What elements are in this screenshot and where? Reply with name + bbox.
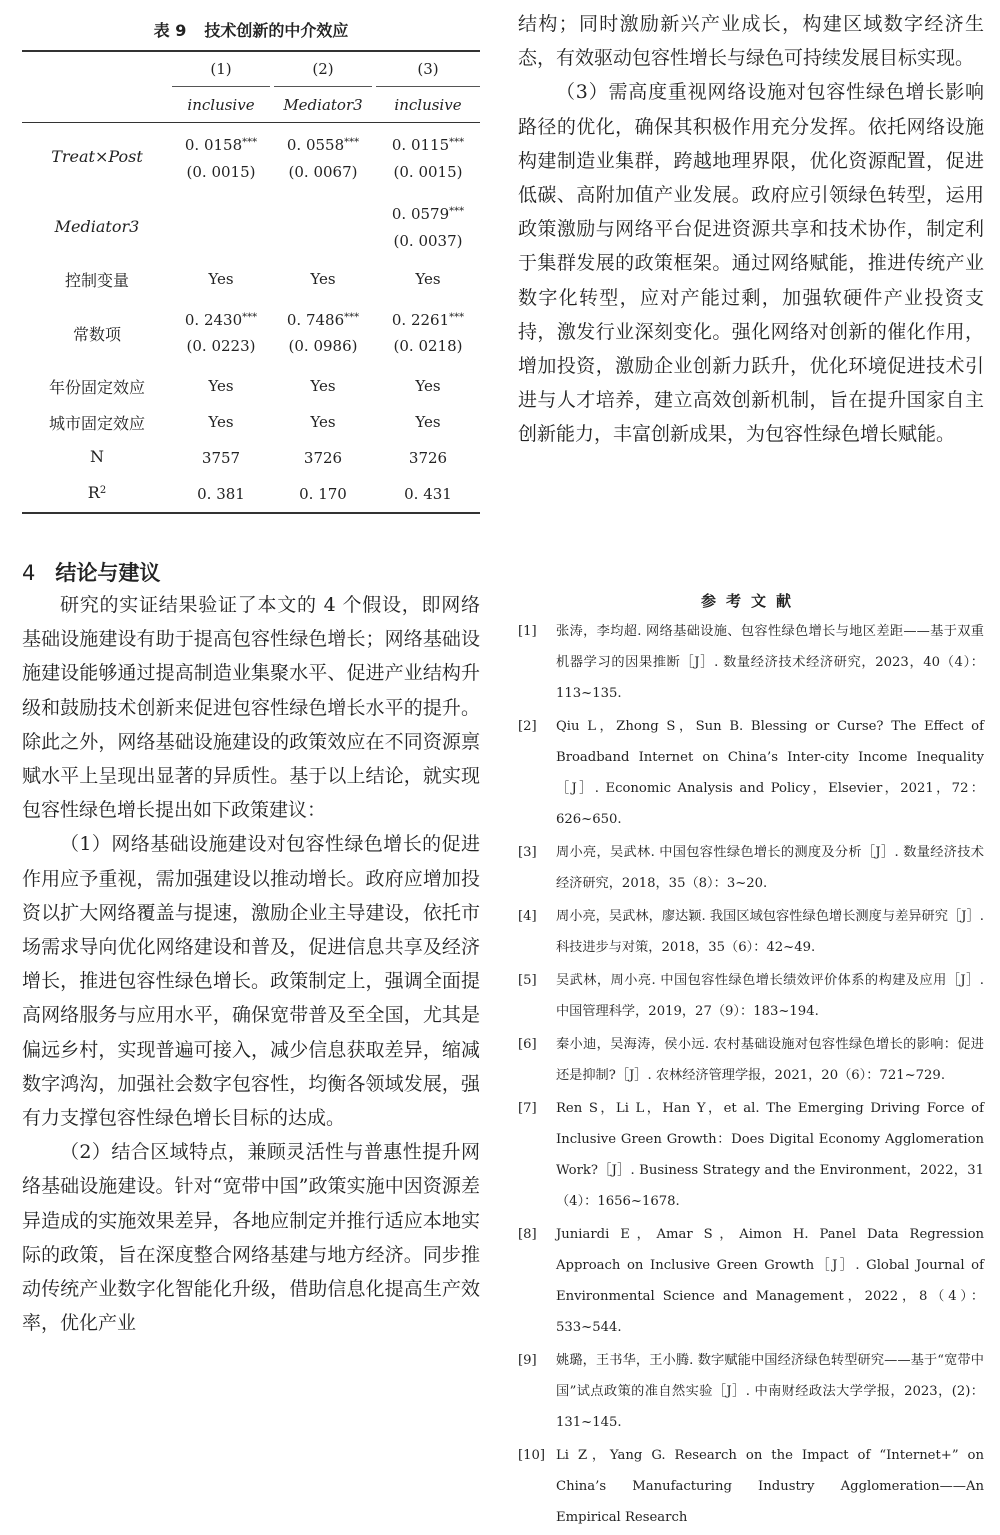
cell-cityfe-1: Yes <box>208 413 234 431</box>
col-num-1: (1) <box>210 60 232 78</box>
reference-number: [9] <box>518 1353 537 1368</box>
cell-yearfe-1: Yes <box>208 377 234 395</box>
reference-number: [8] <box>518 1227 537 1242</box>
cell-cityfe-3: Yes <box>415 413 441 431</box>
header-underline-2 <box>274 86 372 87</box>
table-bottom-rule <box>22 512 480 514</box>
reference-text: 吴武林，周小亮. 中国包容性绿色增长绩效评价体系的构建及应用［J］. 中国管理科学，2019，27（9）：183~194. <box>556 973 984 1019</box>
cell-control-3: Yes <box>415 270 441 288</box>
cell-r2-3: 0. 431 <box>404 485 452 503</box>
cell-n-2: 3726 <box>303 449 343 467</box>
reference-number: [2] <box>518 719 537 734</box>
cell-const-3-se: (0. 0218) <box>393 337 463 355</box>
table-mid-rule <box>22 122 480 123</box>
section-title: 结论与建议 <box>55 561 161 585</box>
cell-n-3: 3726 <box>408 449 448 467</box>
cell-const-1-se: (0. 0223) <box>186 337 256 355</box>
reference-text: 张涛，李均超. 网络基础设施、包容性绿色增长与地区差距——基于双重机器学习的因果推断［J］. 数量经济技术经济研究，2023，40（4）：113~135. <box>556 624 984 701</box>
col-num-3: (3) <box>417 60 439 78</box>
table-title: 技术创新的中介效应 <box>204 21 349 40</box>
section-number: 4 <box>22 561 36 585</box>
section-heading <box>22 557 160 587</box>
reference-item <box>518 1029 984 1091</box>
cell-r2-2: 0. 170 <box>299 485 347 503</box>
reference-item <box>518 616 984 709</box>
reference-item <box>518 1219 984 1343</box>
cell-treat-2: 0. 0558*** <box>286 136 360 154</box>
row-label-const: 常数项 <box>72 325 121 344</box>
row-label-mediator: Mediator3 <box>54 217 140 236</box>
paragraph-intro: 研究的实证结果验证了本文的 4 个假设，即网络基础设施建设有助于提高包容性绿色增长；网络基础设施建设能够通过提高制造业集聚水平、促进产业结构升级和鼓励技术创新来促进包容性绿色增长水平的提升。除此之外，网络基础设施建设的政策效应在不同资源禀赋水平上呈现出显著的异质性。基于以上结论，就实现包容性绿色增长提出如下政策建议： <box>22 594 480 822</box>
cell-mediator-3-se: (0. 0037) <box>393 232 463 250</box>
reference-text: Qiu L，Zhong S，Sun B. Blessing or Curse? The Effect of Broadband Internet on China’s Inter-city Income Inequality［J］. Economic Analysis and Policy，Elsevier，2021，72：626~650. <box>556 719 984 827</box>
reference-number: [7] <box>518 1101 537 1116</box>
reference-item <box>518 1440 984 1533</box>
cell-yearfe-3: Yes <box>415 377 441 395</box>
reference-number: [1] <box>518 624 537 639</box>
reference-number: [6] <box>518 1037 537 1052</box>
reference-item <box>518 965 984 1027</box>
row-label-n: N <box>90 447 104 466</box>
cell-mediator-3: 0. 0579*** <box>391 205 465 223</box>
reference-text: 姚璐，王书华，王小腾. 数字赋能中国经济绿色转型研究——基于“宽带中国”试点政策的准自然实验［J］. 中南财经政法大学学报，2023，(2)：131~145. <box>556 1353 984 1430</box>
right-body-text <box>518 7 984 452</box>
cell-r2-1: 0. 381 <box>197 485 245 503</box>
left-body-text <box>22 588 480 1340</box>
cell-treat-3-se: (0. 0015) <box>393 163 463 181</box>
header-underline-3 <box>376 86 480 87</box>
reference-number: [3] <box>518 845 537 860</box>
reference-text: Ren S，Li L，Han Y，et al. The Emerging Driving Force of Inclusive Green Growth：Does Digital Economy Agglomeration Work?［J］. Business Strategy and the Environment，2022，31（4）：1656~1678. <box>556 1101 984 1209</box>
reference-item <box>518 1345 984 1438</box>
paragraph-suggestion-1: （1）网络基础设施建设对包容性绿色增长的促进作用应予重视，需加强建设以推动增长。政府应增加投资以扩大网络覆盖与提速，激励企业主导建设，依托市场需求导向优化网络建设和普及，促进信息共享及经济增长，推进包容性绿色增长。政策制定上，强调全面提高网络服务与应用水平，确保宽带普及至全国，尤其是偏远乡村，实现普遍可接入，减少信息获取差异，缩减数字鸿沟，加强社会数字包容性，均衡各领域发展，强有力支撑包容性绿色增长目标的达成。 <box>22 833 480 1130</box>
cell-const-1: 0. 2430*** <box>184 311 258 329</box>
cell-n-1: 3757 <box>201 449 241 467</box>
reference-text: Juniardi E，Amar S，Aimon H. Panel Data Regression Approach on Inclusive Green Growth［J］. Global Journal of Environmental Science and Management，2022，8（4）：533~544. <box>556 1227 984 1335</box>
reference-item <box>518 901 984 963</box>
cell-treat-1-se: (0. 0015) <box>186 163 256 181</box>
col-var-3: inclusive <box>394 96 462 114</box>
reference-number: [5] <box>518 973 537 988</box>
reference-text: 周小亮，吴武林. 中国包容性绿色增长的测度及分析［J］. 数量经济技术经济研究，2018，35（8）：3~20. <box>556 845 984 891</box>
cell-cityfe-2: Yes <box>310 413 336 431</box>
cell-treat-3: 0. 0115*** <box>391 136 465 154</box>
table-number: 表 9 <box>153 21 187 40</box>
cell-const-2-se: (0. 0986) <box>288 337 358 355</box>
reference-item <box>518 837 984 899</box>
references-list <box>518 616 984 1535</box>
cell-yearfe-2: Yes <box>310 377 336 395</box>
reference-text: 周小亮，吴武林，廖达颖. 我国区域包容性绿色增长测度与差异研究［J］. 科技进步与对策，2018，35（6）：42~49. <box>556 909 984 955</box>
cell-const-2: 0. 7486*** <box>286 311 360 329</box>
reference-text: 秦小迪，吴海涛，侯小远. 农村基础设施对包容性绿色增长的影响：促进还是抑制?［J］. 农林经济管理学报，2021，20（6）：721~729. <box>556 1037 984 1083</box>
cell-control-2: Yes <box>310 270 336 288</box>
cell-treat-2-se: (0. 0067) <box>288 163 358 181</box>
col-var-1: inclusive <box>187 96 255 114</box>
row-label-r2: $R^2$ <box>87 483 107 502</box>
header-underline-1 <box>172 86 270 87</box>
references-heading: 参考文献 <box>700 592 801 610</box>
table-top-rule <box>22 50 480 52</box>
paragraph-suggestion-3: （3）需高度重视网络设施对包容性绿色增长影响路径的优化，确保其积极作用充分发挥。依托网络设施构建制造业集群，跨越地理界限，优化资源配置，促进低碳、高附加值产业发展。政府应引领绿色转型，运用政策激励与网络平台促进资源共享和技术协作，制定利于集群发展的政策框架。通过网络赋能，推进传统产业数字化转型，应对产能过剩，加强软硬件产业投资支持，激发行业深刻变化。强化网络对创新的催化作用，增加投资，激励企业创新力跃升，优化环境促进技术引进与人才培养，建立高效创新机制，旨在提升国家自主创新能力，丰富创新成果，为包容性绿色增长赋能。 <box>518 81 984 446</box>
reference-number: [10] <box>518 1448 546 1463</box>
col-num-2: (2) <box>312 60 334 78</box>
reference-text: Li Z，Yang G. Research on the Impact of “Internet+” on China’s Manufacturing Industry Agglomeration——An Empirical Research <box>556 1448 984 1525</box>
cell-treat-1: 0. 0158*** <box>184 136 258 154</box>
reference-number: [4] <box>518 909 537 924</box>
reference-item <box>518 1093 984 1217</box>
cell-control-1: Yes <box>208 270 234 288</box>
row-label-yearfe: 年份固定效应 <box>48 378 145 397</box>
col-var-2: Mediator3 <box>283 96 363 114</box>
paragraph-suggestion-2: （2）结合区域特点，兼顾灵活性与普惠性提升网络基础设施建设。针对“宽带中国”政策实施中因资源差异造成的实施效果差异，各地应制定并推行适应本地实际的政策，旨在深度整合网络基建与地方经济。同步推动传统产业数字化智能化升级，借助信息化提高生产效率，优化产业 <box>22 1141 480 1335</box>
row-label-treat: Treat×Post <box>51 147 143 166</box>
reference-item <box>518 711 984 835</box>
row-label-cityfe: 城市固定效应 <box>48 414 145 433</box>
cell-const-3: 0. 2261*** <box>391 311 465 329</box>
table-caption <box>22 18 480 41</box>
row-label-control: 控制变量 <box>64 271 129 290</box>
paragraph-continuation: 结构；同时激励新兴产业成长，构建区域数字经济生态，有效驱动包容性增长与绿色可持续发展目标实现。 <box>518 13 984 70</box>
